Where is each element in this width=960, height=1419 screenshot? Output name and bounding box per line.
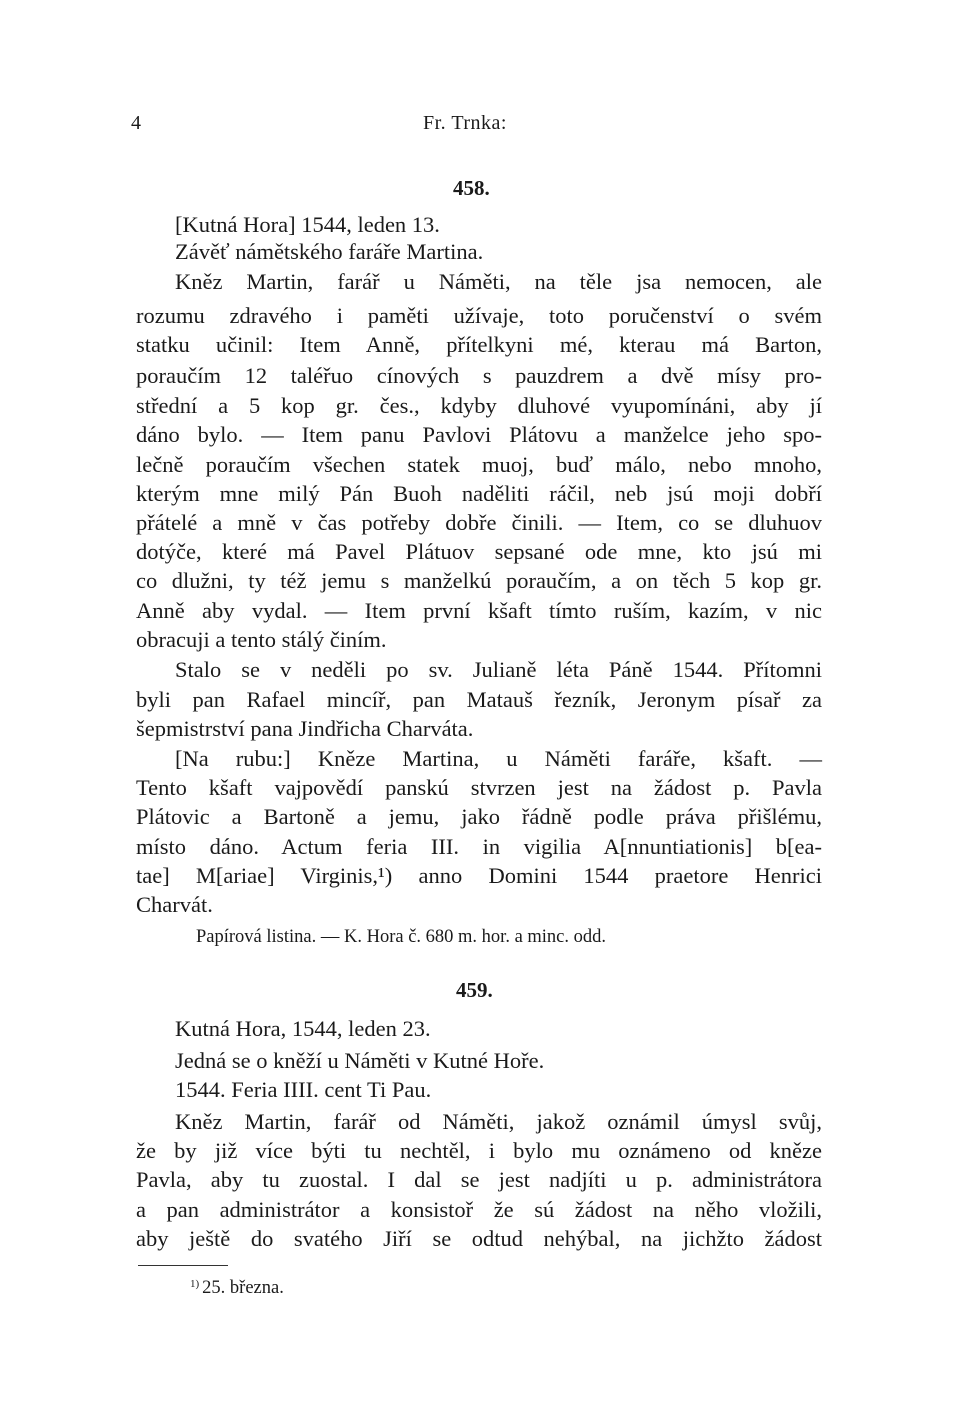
document-number: 459. — [456, 978, 493, 1002]
page-number: 4 — [131, 112, 141, 134]
text-line: Stalo se v neděli po sv. Julianě léta Páně 1544. Přítomni — [175, 657, 822, 682]
footnote-text: 25. března. — [202, 1278, 284, 1298]
text-line: co dlužni, ty též jemu s manželkú poraučím, a on těch 5 kop gr. — [136, 568, 822, 593]
text-line: šepmistrství pana Jindřicha Charváta. — [136, 716, 474, 741]
text-line: přátelé a mně v čas potřeby dobře činili. — Item, co se dluhuov — [136, 510, 822, 535]
text-line: Charvát. — [136, 892, 213, 917]
document-date: Kutná Hora, 1544, leden 23. — [175, 1016, 431, 1041]
text-line: obracuji a tento stálý činím. — [136, 627, 387, 652]
source-note: Papírová listina. — K. Hora č. 680 m. hor. a minc. odd. — [196, 927, 607, 947]
text-line: tae] M[ariae] Virginis,¹) anno Domini 1544 praetore Henrici — [136, 863, 822, 888]
text-line: 1544. Feria IIII. cent Ti Pau. — [175, 1077, 432, 1102]
text-line: poraučím 12 taléřuo cínových s pauzdrem a dvě mísy pro- — [136, 363, 822, 388]
text-line: dotýče, které má Pavel Plátuov sepsané ode mne, kto jsú mi — [136, 539, 822, 564]
document-heading: Závěť námětského faráře Martina. — [175, 239, 484, 264]
text-line: [Na rubu:] Kněze Martina, u Náměti faráře, kšaft. — — [175, 746, 822, 771]
text-line: aby ještě do svatého Jiří se odtud nehýbal, na jichžto žádost — [136, 1226, 822, 1251]
footnote-rule — [138, 1265, 228, 1266]
text-line: Anně aby vydal. — Item první kšaft tímto ruším, kazím, v nic — [136, 598, 822, 623]
text-line: byli pan Rafael mincíř, pan Matauš řezník, Jeronym písař za — [136, 687, 822, 712]
text-line: Pavla, aby tu zuostal. I dal se jest nadjíti u p. administrátora — [136, 1167, 822, 1192]
footnote-marker: 1) — [190, 1278, 200, 1290]
footnote — [190, 1278, 284, 1299]
text-line: Plátovic a Bartoně a jemu, jako řádně podle práva přišlému, — [136, 804, 822, 829]
running-title: Fr. Trnka: — [423, 112, 507, 134]
text-line: střední a 5 kop gr. čes., kdyby dluhové vyupomínáni, aby jí — [136, 393, 822, 418]
text-line: Kněz Martin, farář u Náměti, na těle jsa nemocen, ale — [175, 269, 822, 294]
text-line: Kněz Martin, farář od Náměti, jakož oznámil úmysl svůj, — [175, 1109, 822, 1134]
document-date: [Kutná Hora] 1544, leden 13. — [175, 212, 440, 237]
text-line: místo dáno. Actum feria III. in vigilia A[nnuntiationis] b[ea- — [136, 834, 822, 859]
text-line: lečně poraučím všechen statek muoj, buď málo, nebo mnoho, — [136, 452, 822, 477]
text-line: statku učinil: Item Anně, přítelkyni mé, kterau má Barton, — [136, 332, 822, 357]
text-line: a pan administrátor a konsistoř že sú žádost na něho vložili, — [136, 1197, 822, 1222]
text-line: Tento kšaft vajpovědí panskú stvrzen jest na žádost p. Pavla — [136, 775, 822, 800]
text-line: rozumu zdravého i paměti užívaje, toto poručenství o svém — [136, 303, 822, 328]
document-number: 458. — [453, 176, 490, 200]
text-line: dáno bylo. — Item panu Pavlovi Plátovu a manželce jeho spo- — [136, 422, 822, 447]
document-heading: Jedná se o kněží u Náměti v Kutné Hoře. — [175, 1048, 545, 1073]
text-line: že by již více býti tu nechtěl, i bylo mu oznámeno od kněze — [136, 1138, 822, 1163]
text-line: kterým mne milý Pán Buoh naděliti ráčil, neb jsú moji dobří — [136, 481, 822, 506]
